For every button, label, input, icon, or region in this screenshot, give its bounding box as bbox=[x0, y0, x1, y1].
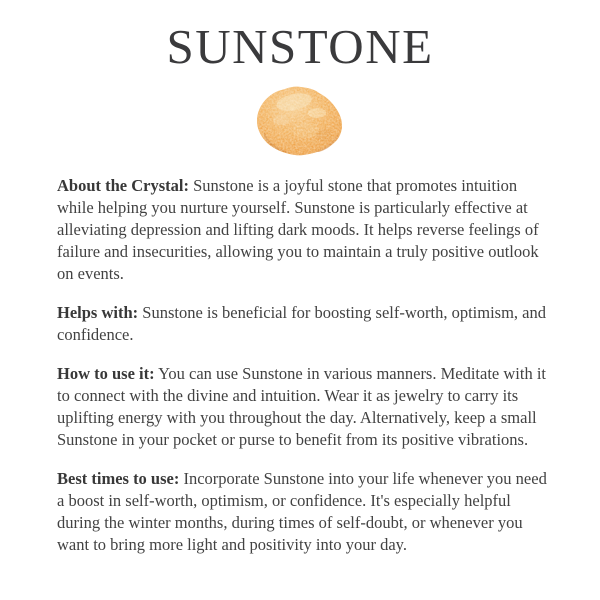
section-label: Best times to use: bbox=[57, 469, 180, 488]
section-text: Sunstone is a joyful stone that promotes intuition while helping you nurture yourself. Sunstone is particularly effective at alleviating depression and lifting dark moods. It helps reverse feelings of failure and insecurities, allowing you to maintain a truly positive outlook on events. bbox=[57, 176, 539, 283]
page-title: SUNSTONE bbox=[166, 19, 434, 74]
section-label: Helps with: bbox=[57, 303, 139, 322]
crystal-figure bbox=[0, 86, 600, 156]
section-text: You can use Sunstone in various manners. Meditate with it to connect with the divine and intuition. Wear it as jewelry to carry its uplifting energy with you throughout the day. Alternatively, keep a small Sunstone in your pocket or purse to benefit from its positive vibrations. bbox=[57, 364, 547, 449]
crystal-description bbox=[57, 175, 549, 556]
section-text: Incorporate Sunstone into your life whenever you need a boost in self-worth, optimism, or confidence. It's especially helpful during the winter months, during times of self-doubt, or whenever you want to bring more light and positivity into your day. bbox=[57, 469, 547, 554]
section-text: Sunstone is beneficial for boosting self-worth, optimism, and confidence. bbox=[57, 303, 546, 344]
section-label: About the Crystal: bbox=[57, 176, 189, 195]
section-how-to-use-it bbox=[57, 363, 549, 451]
section-best-times-to-use bbox=[57, 468, 549, 556]
sunstone-crystal-image bbox=[254, 86, 346, 156]
section-about-the-crystal bbox=[57, 175, 549, 285]
section-label: How to use it: bbox=[57, 364, 155, 383]
section-helps-with bbox=[57, 302, 549, 346]
